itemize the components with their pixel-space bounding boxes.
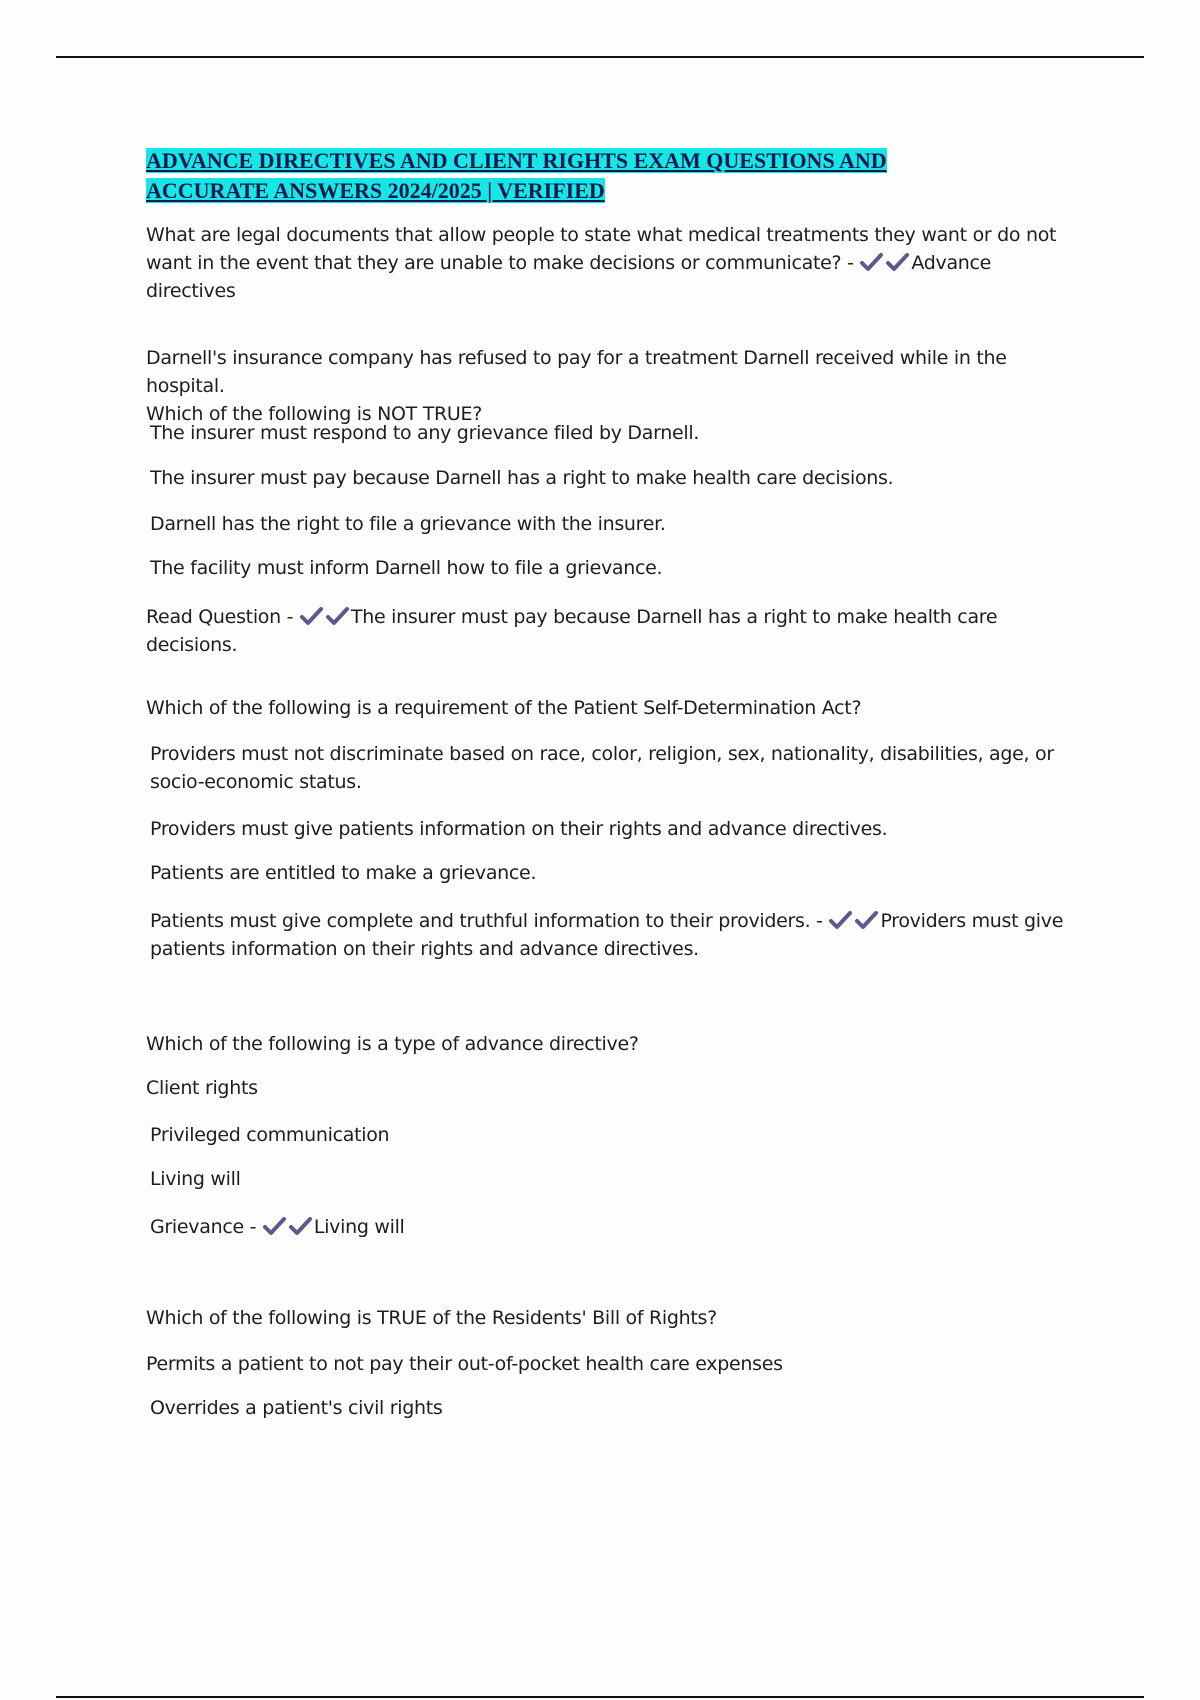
check-icon	[828, 910, 854, 930]
question-3-option-3: Patients are entitled to make a grievance.	[150, 862, 537, 884]
answer-check-icons	[859, 249, 911, 277]
question-2-option-2: The insurer must pay because Darnell has a right to make health care decisions.	[150, 467, 894, 489]
question-2-option-4: The facility must inform Darnell how to file a grievance.	[150, 557, 663, 579]
question-2-answer-line	[146, 603, 1086, 659]
separator: -	[841, 252, 860, 274]
check-icon	[325, 606, 351, 626]
question-4-option-3: Living will	[150, 1168, 241, 1190]
footer-rule	[56, 1696, 1144, 1698]
question-2-option-1: The insurer must respond to any grievance filed by Darnell.	[150, 422, 700, 444]
check-icon	[859, 252, 885, 272]
title-line-2: ACCURATE ANSWERS 2024/2025 | VERIFIED	[146, 178, 605, 203]
question-1-text: What are legal documents that allow people to state what medical treatments they want or do not want in the event that they are unable to make decisions or communicate?	[146, 224, 1057, 274]
question-3-text: Which of the following is a requirement of the Patient Self-Determination Act?	[146, 697, 862, 719]
check-icon	[299, 606, 325, 626]
question-3-option-2: Providers must give patients information on their rights and advance directives.	[150, 818, 888, 840]
separator: -	[280, 606, 299, 628]
separator: -	[810, 910, 829, 932]
document-title	[146, 146, 1046, 206]
check-icon	[885, 252, 911, 272]
question-1-answer: Advance directives	[146, 252, 992, 302]
question-3-answer: Providers must give patients information on their rights and advance directives.	[150, 910, 1064, 960]
question-4-answer-line	[150, 1213, 1090, 1241]
question-2	[146, 344, 1086, 428]
question-2-answer: The insurer must pay because Darnell has a right to make health care decisions.	[146, 606, 998, 656]
question-4-option-2: Privileged communication	[150, 1124, 390, 1146]
question-3-option-4: Patients must give complete and truthful information to their providers.	[150, 910, 811, 932]
question-2-option-3: Darnell has the right to file a grievance with the insurer.	[150, 513, 666, 535]
answer-check-icons	[828, 907, 880, 935]
header-rule	[56, 56, 1144, 58]
separator: -	[243, 1216, 262, 1238]
question-5-text: Which of the following is TRUE of the Residents' Bill of Rights?	[146, 1307, 717, 1329]
question-4-option-4: Grievance	[150, 1216, 244, 1238]
question-2-text-line-2: Which of the following is NOT TRUE?	[146, 403, 482, 425]
question-3-answer-line	[150, 907, 1090, 963]
question-2-text-line-1: Darnell's insurance company has refused to pay for a treatment Darnell received while in the hospital.	[146, 347, 1007, 397]
check-icon	[854, 910, 880, 930]
question-5-option-2: Overrides a patient's civil rights	[150, 1397, 443, 1419]
question-3-option-1: Providers must not discriminate based on race, color, religion, sex, nationality, disabilities, age, or socio-economic status.	[150, 743, 1054, 793]
question-4-option-1: Client rights	[146, 1077, 258, 1099]
question-4-answer: Living will	[313, 1216, 405, 1238]
check-icon	[288, 1216, 314, 1236]
question-4-text: Which of the following is a type of advance directive?	[146, 1033, 639, 1055]
question-5-option-1: Permits a patient to not pay their out-of-pocket health care expenses	[146, 1353, 783, 1375]
question-1	[146, 221, 1086, 305]
question-2-lead: Read Question	[146, 606, 281, 628]
answer-check-icons	[262, 1213, 314, 1241]
answer-check-icons	[299, 603, 351, 631]
title-line-1: ADVANCE DIRECTIVES AND CLIENT RIGHTS EXAM QUESTIONS AND	[146, 148, 887, 173]
check-icon	[262, 1216, 288, 1236]
